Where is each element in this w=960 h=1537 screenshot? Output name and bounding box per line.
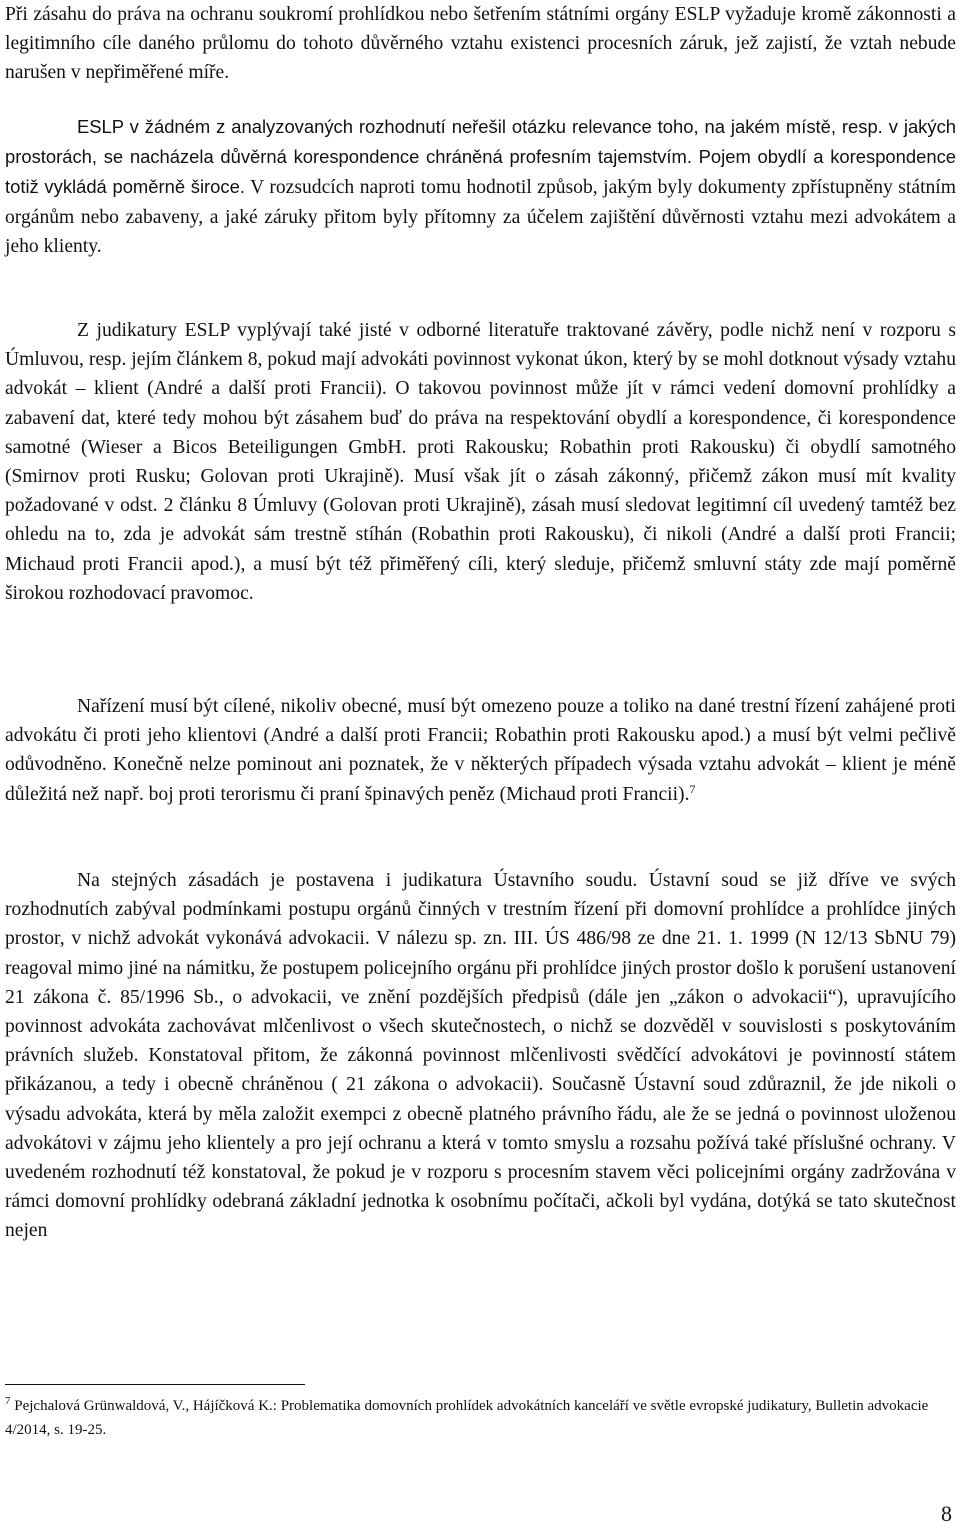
paragraph-judikatura-eslp [5,316,956,608]
paragraph-eslp-analysis-serif-text: V rozsudcích naproti tomu hodnotil způsob, jakým byly dokumenty zpřístupněny státním orgánům nebo zabaveny, a jaké záruky přitom byly přítomny za účelem zajištění důvěrnosti vztahu mezi advokátem a jeho klienty. [5,177,956,257]
paragraph-eslp-analysis [5,112,956,261]
footnote [5,1394,956,1442]
paragraph-intro [5,0,956,88]
footnote-text: Pejchalová Grünwaldová, V., Hájíčková K.: Problematika domovních prohlídek advokátních kanceláří ve světle evropské judikatury, Bulletin advokacie 4/2014, s. 19-25. [5,1398,929,1438]
paragraph-eslp-analysis-sans-text: ESLP v žádném z analyzovaných rozhodnutí neřešil otázku relevance toho, na jakém místě, resp. v jakých prostorách, se nacházela důvěrná korespondence chráněná profesním tajemstvím. Pojem obydlí a korespondence totiž vykládá poměrně široce. [5,116,956,198]
footnote-reference[interactable]: 7 [689,781,696,796]
footnote-separator [5,1384,305,1385]
paragraph-narizeni [5,692,956,809]
page-number: 8 [941,1501,952,1526]
paragraph-ustavni-soud [5,866,956,1246]
paragraph-narizeni-text: Nařízení musí být cílené, nikoliv obecné, musí být omezeno pouze a toliko na dané trestní řízení zahájené proti advokátu či proti jeho klientovi (André a další proti Francii; Robathin proti Rakousku apod.) a musí být velmi pečlivě odůvodněno. Konečně nelze pominout ani poznatek, že v některých případech výsada vztahu advokát – klient je méně důležitá než např. boj proti terorismu či praní špinavých peněz (Michaud proti Francii). [5,696,956,805]
footnote-number: 7 [5,1395,11,1407]
paragraph-ustavni-soud-text: Na stejných zásadách je postavena i judikatura Ústavního soudu. Ústavní soud se již dříve ve svých rozhodnutích zabýval podmínkami postupu orgánů činných v trestním řízení při domovní prohlídce a prohlídce jiných prostor, v nichž advokát vykonává advokacii. V nálezu sp. zn. III. ÚS 486/98 ze dne 21. 1. 1999 (N 12/13 SbNU 79) reagoval mimo jiné na námitku, že postupem policejního orgánu při prohlídce jiných prostor došlo k porušení ustanovení 21 zákona č. 85/1996 Sb., o advokacii, ve znění pozdějších předpisů (dále jen „zákon o advokacii“), upravujícího povinnost advokáta zachovávat mlčenlivost o všech skutečnostech, o nichž se dozvěděl v souvislosti s poskytováním právních služeb. Konstatoval přitom, že zákonná povinnost mlčenlivosti svědčící advokátovi je povinností státem přikázanou, a tedy i obecně chráněnou ( 21 zákona o advokacii). Současně Ústavní soud zdůraznil, že jde nikoli o výsadu advokáta, která by měla založit exempci z obecně platného právního řádu, ale že se jedná o povinnost uloženou advokátovi v zájmu jeho klientely a pro její ochranu a která v tomto smyslu a rozsahu požívá také příslušné ochrany. V uvedeném rozhodnutí též konstatoval, že pokud je v rozporu s procesním stavem věci policejními orgány zadržována v rámci domovní prohlídky odebraná základní jednotka k osobnímu počítači, ačkoli byl vydána, dotýká se tato skutečnost nejen [5,870,956,1242]
paragraph-intro-text: Při zásahu do práva na ochranu soukromí prohlídkou nebo šetřením státními orgány ESLP vyžaduje kromě zákonnosti a legitimního cíle daného průlomu do tohoto důvěrného vztahu existenci procesních záruk, jež zajistí, že vztah nebude narušen v nepřiměřené míře. [5,4,956,84]
paragraph-judikatura-eslp-text: Z judikatury ESLP vyplývají také jisté v odborné literatuře traktované závěry, podle nichž není v rozporu s Úmluvou, resp. jejím článkem 8, pokud mají advokáti povinnost vykonat úkon, který by se mohl dotknout výsady vztahu advokát – klient (André a další proti Francii). O takovou povinnost může jít v rámci vedení domovní prohlídky a zabavení dat, které tedy mohou být zásahem buď do práva na respektování obydlí a korespondence, či korespondence samotné (Wieser a Bicos Beteiligungen GmbH. proti Rakousku; Robathin proti Rakousku) či obydlí samotného (Smirnov proti Rusku; Golovan proti Ukrajině). Musí však jít o zásah zákonný, přičemž zákon musí mít kvality požadované v odst. 2 článku 8 Úmluvy (Golovan proti Ukrajině), zásah musí sledovat legitimní cíl uvedený tamtéž bez ohledu na to, zda je advokát sám trestně stíhán (Robathin proti Rakousku), či nikoli (André a další proti Francii; Michaud proti Francii apod.), a musí být též přiměřený cíli, který sleduje, přičemž smluvní státy zde mají poměrně širokou rozhodovací pravomoc. [5,320,956,604]
